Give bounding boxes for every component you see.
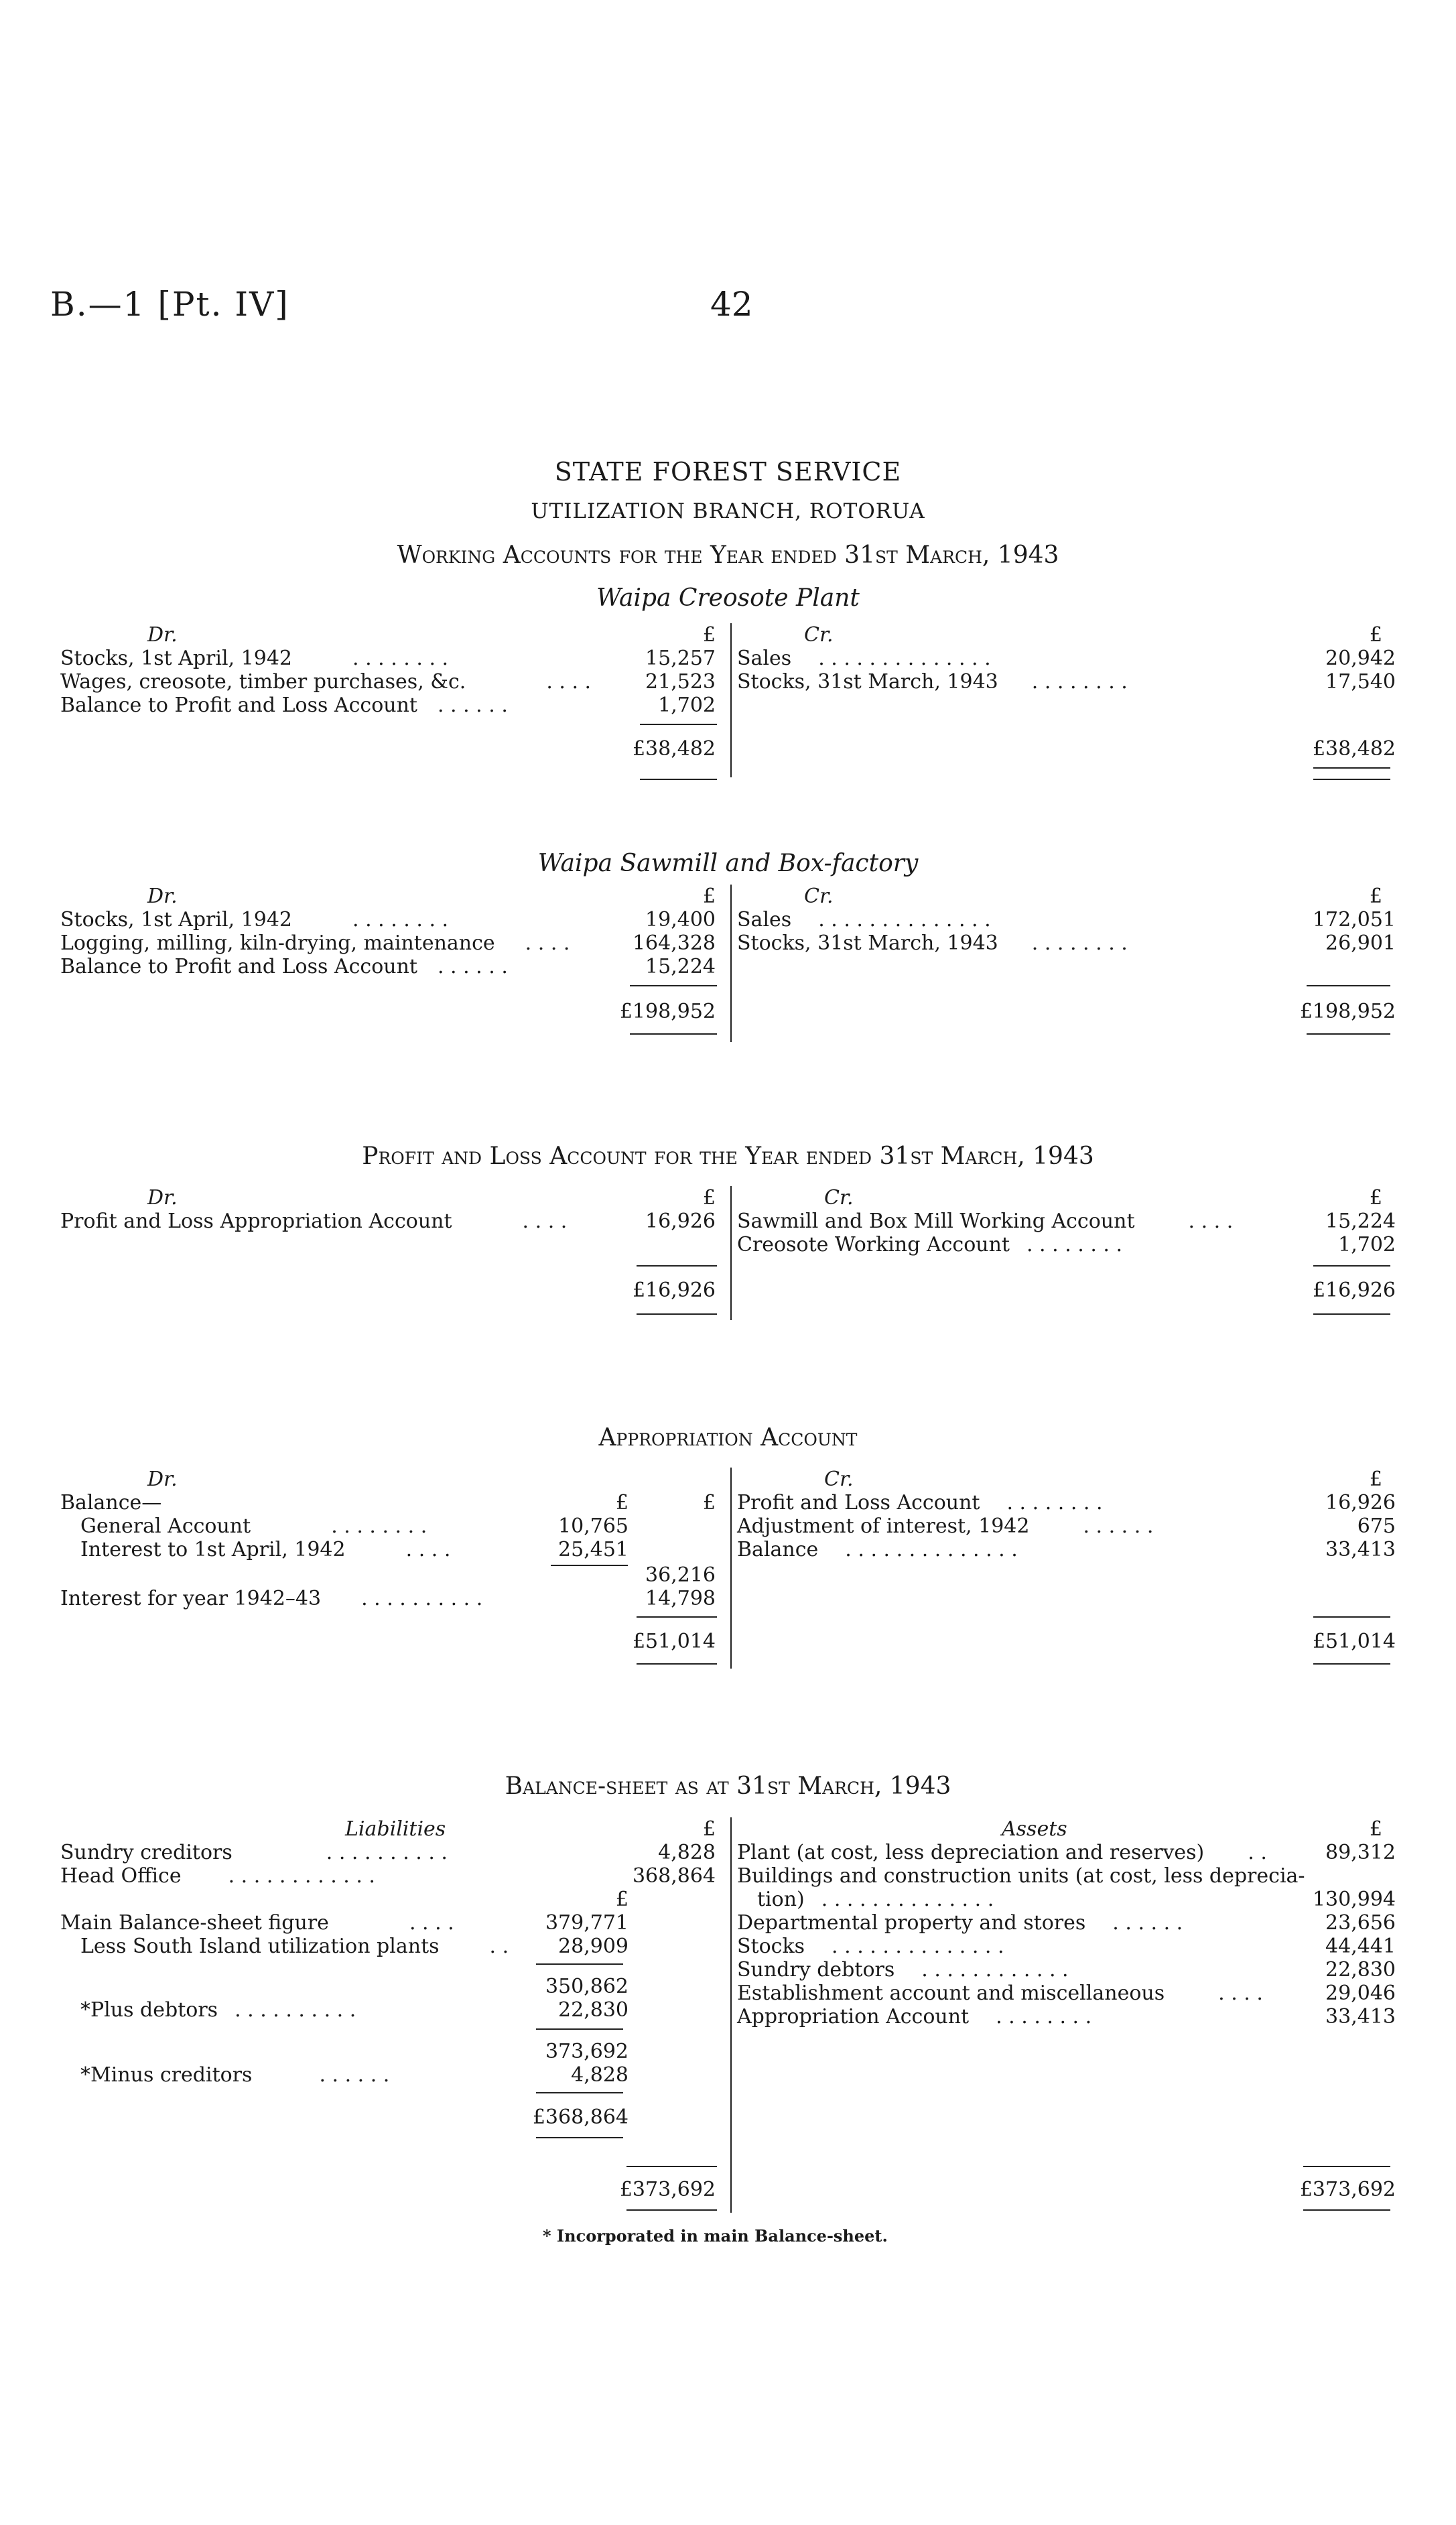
subtotal-value: 350,862 — [545, 1975, 628, 1998]
debit-value: 10,765 — [558, 1514, 628, 1538]
debit-value: 19,400 — [645, 908, 716, 931]
subtotal-rule — [1313, 1265, 1390, 1267]
liability-value: 379,771 — [545, 1911, 628, 1935]
subtotal-rule — [1303, 2166, 1390, 2167]
debit-value: 21,523 — [645, 670, 716, 694]
branch-title: UTILIZATION BRANCH, ROTORUA — [531, 499, 925, 523]
liability-row: Head Office . . . . . . . . . . . . — [60, 1864, 375, 1888]
dr-label: Dr. — [147, 623, 178, 647]
credit-value: 15,224 — [1325, 1210, 1396, 1233]
pound-sign: £ — [702, 1186, 716, 1210]
pound-sign: £ — [615, 1491, 628, 1514]
total-rule — [637, 1313, 717, 1315]
credit-value: 33,413 — [1325, 1538, 1396, 1561]
total-rule — [1313, 767, 1390, 769]
assets-heading: Assets — [1002, 1817, 1067, 1841]
subtotal-rule — [640, 724, 717, 725]
credit-value: 172,051 — [1312, 908, 1396, 931]
total-credit: £198,952 — [1299, 1000, 1396, 1023]
liability-value: 22,830 — [558, 1998, 628, 2022]
credit-row: Stocks, 31st March, 1943 . . . . . . . . — [737, 670, 1128, 694]
debit-row: Profit and Loss Appropriation Account . . . . — [60, 1210, 568, 1233]
cr-label: Cr. — [804, 623, 834, 647]
footnote: * Incorporated in main Balance-sheet. — [543, 2226, 888, 2246]
total-debit: £16,926 — [632, 1279, 716, 1302]
credit-row: Sawmill and Box Mill Working Account . . . . — [737, 1210, 1234, 1233]
asset-row: Appropriation Account . . . . . . . . — [737, 2005, 1092, 2028]
organisation-title: STATE FOREST SERVICE — [554, 457, 902, 487]
pound-sign: £ — [615, 1888, 628, 1911]
debit-row: Wages, creosote, timber purchases, &c. . . . . — [60, 670, 592, 694]
credit-value: 16,926 — [1325, 1491, 1396, 1514]
asset-value: 23,656 — [1325, 1911, 1396, 1935]
working-accounts-title: Working Accounts for the Year ended 31st March, 1943 — [397, 541, 1059, 569]
total-rule — [1307, 1033, 1390, 1035]
asset-row: Plant (at cost, less depreciation and reserves) . . — [737, 1841, 1267, 1864]
asset-value: 22,830 — [1325, 1958, 1396, 1982]
total-rule — [1303, 2209, 1390, 2211]
credit-value: 17,540 — [1325, 670, 1396, 694]
dr-label: Dr. — [147, 885, 178, 908]
asset-row: tion) . . . . . . . . . . . . . . — [757, 1888, 994, 1911]
subtotal-rule — [536, 2092, 623, 2093]
total-liabilities: £373,692 — [619, 2178, 716, 2201]
total-rule — [1313, 779, 1390, 780]
cr-label: Cr. — [824, 1186, 854, 1210]
subtotal-value: £368,864 — [532, 2106, 628, 2129]
credit-row: Stocks, 31st March, 1943 . . . . . . . . — [737, 931, 1128, 955]
subtotal-rule — [637, 1616, 717, 1618]
asset-row: Stocks . . . . . . . . . . . . . . — [737, 1935, 1004, 1958]
debit-row: Stocks, 1st April, 1942 . . . . . . . . — [60, 647, 449, 670]
appropriation-title: Appropriation Account — [598, 1424, 858, 1451]
credit-row: Sales . . . . . . . . . . . . . . — [737, 647, 991, 670]
liability-value: 4,828 — [658, 1841, 716, 1864]
subtotal-rule — [626, 2166, 717, 2167]
asset-value: 29,046 — [1325, 1982, 1396, 2005]
pound-sign: £ — [702, 1817, 716, 1841]
cr-label: Cr. — [824, 1468, 854, 1491]
total-rule — [637, 1663, 717, 1665]
dr-label: Dr. — [147, 1186, 178, 1210]
profit-loss-title: Profit and Loss Account for the Year ended 31st March, 1943 — [362, 1143, 1094, 1170]
sawmill-title: Waipa Sawmill and Box-factory — [537, 850, 919, 877]
column-divider — [730, 885, 732, 1042]
pound-sign: £ — [1369, 1817, 1382, 1841]
asset-row: Sundry debtors . . . . . . . . . . . . — [737, 1958, 1069, 1982]
dr-label: Dr. — [147, 1468, 178, 1491]
total-rule — [1313, 1663, 1390, 1665]
pound-sign: £ — [702, 1491, 716, 1514]
debit-value: 25,451 — [558, 1538, 628, 1561]
debit-row: Balance to Profit and Loss Account . . . . . . — [60, 694, 508, 717]
liability-row: Less South Island utilization plants . . — [80, 1935, 509, 1958]
debit-value: 1,702 — [658, 694, 716, 717]
subtotal-rule — [1313, 1616, 1390, 1618]
liability-value: 4,828 — [571, 2063, 628, 2087]
total-rule — [1313, 1313, 1390, 1315]
balance-heading: Balance— — [60, 1491, 162, 1514]
subtotal-value: 36,216 — [645, 1563, 716, 1587]
column-divider — [730, 623, 732, 777]
total-rule — [626, 2209, 717, 2211]
debit-row: General Account . . . . . . . . — [80, 1514, 427, 1538]
column-divider — [730, 1817, 732, 2213]
credit-value: 20,942 — [1325, 647, 1396, 670]
debit-value: 14,798 — [645, 1587, 716, 1610]
subtotal-rule — [536, 1963, 623, 1965]
debit-row: Stocks, 1st April, 1942 . . . . . . . . — [60, 908, 449, 931]
pound-sign: £ — [1369, 1468, 1382, 1491]
credit-row: Creosote Working Account . . . . . . . . — [737, 1233, 1123, 1256]
liability-value: 28,909 — [558, 1935, 628, 1958]
debit-row: Interest to 1st April, 1942 . . . . — [80, 1538, 451, 1561]
page-number: 42 — [710, 285, 753, 324]
asset-row: Buildings and construction units (at cost, less deprecia- — [737, 1864, 1305, 1888]
subtotal-rule — [1307, 985, 1390, 986]
debit-row: Balance to Profit and Loss Account . . . . . . — [60, 955, 508, 978]
total-credit: £38,482 — [1312, 737, 1396, 761]
column-divider — [730, 1468, 732, 1669]
total-credit: £51,014 — [1312, 1630, 1396, 1653]
debit-value: 15,257 — [645, 647, 716, 670]
pound-sign: £ — [702, 885, 716, 908]
subtotal-rule — [630, 985, 717, 986]
asset-value: 130,994 — [1312, 1888, 1396, 1911]
pound-sign: £ — [702, 623, 716, 647]
asset-row: Establishment account and miscellaneous . . . . — [737, 1982, 1263, 2005]
credit-value: 26,901 — [1325, 931, 1396, 955]
liability-row: *Plus debtors . . . . . . . . . . — [80, 1998, 356, 2022]
subtotal-value: 373,692 — [545, 2040, 628, 2063]
total-rule — [640, 779, 717, 780]
liability-row: Sundry creditors . . . . . . . . . . — [60, 1841, 448, 1864]
credit-row: Sales . . . . . . . . . . . . . . — [737, 908, 991, 931]
total-debit: £51,014 — [632, 1630, 716, 1653]
asset-value: 33,413 — [1325, 2005, 1396, 2028]
debit-row: Logging, milling, kiln-drying, maintenance . . . . — [60, 931, 570, 955]
document-reference: B.—1 [Pt. IV] — [50, 285, 289, 324]
credit-row: Profit and Loss Account . . . . . . . . — [737, 1491, 1103, 1514]
liability-row: Main Balance-sheet figure . . . . — [60, 1911, 454, 1935]
asset-row: Departmental property and stores . . . . . . — [737, 1911, 1183, 1935]
liability-row: *Minus creditors . . . . . . — [80, 2063, 390, 2087]
debit-value: 15,224 — [645, 955, 716, 978]
debit-row: Interest for year 1942–43 . . . . . . . . . . — [60, 1587, 483, 1610]
total-rule — [630, 1033, 717, 1035]
liability-value: 368,864 — [632, 1864, 716, 1888]
total-debit: £198,952 — [619, 1000, 716, 1023]
subtotal-rule — [637, 1265, 717, 1267]
total-credit: £16,926 — [1312, 1279, 1396, 1302]
asset-value: 44,441 — [1325, 1935, 1396, 1958]
subtotal-rule — [536, 2028, 623, 2030]
pound-sign: £ — [1369, 885, 1382, 908]
debit-value: 16,926 — [645, 1210, 716, 1233]
total-debit: £38,482 — [632, 737, 716, 761]
credit-value: 1,702 — [1338, 1233, 1396, 1256]
credit-row: Balance . . . . . . . . . . . . . . — [737, 1538, 1018, 1561]
total-assets: £373,692 — [1299, 2178, 1396, 2201]
pound-sign: £ — [1369, 623, 1382, 647]
creosote-title: Waipa Creosote Plant — [596, 584, 860, 612]
column-divider — [730, 1186, 732, 1320]
total-rule — [536, 2137, 623, 2138]
asset-value: 89,312 — [1325, 1841, 1396, 1864]
subtotal-rule — [551, 1565, 628, 1566]
debit-value: 164,328 — [632, 931, 716, 955]
credit-value: 675 — [1357, 1514, 1396, 1538]
liabilities-heading: Liabilities — [345, 1817, 446, 1841]
cr-label: Cr. — [804, 885, 834, 908]
credit-row: Adjustment of interest, 1942 . . . . . . — [737, 1514, 1154, 1538]
balance-sheet-title: Balance-sheet as at 31st March, 1943 — [505, 1772, 951, 1800]
pound-sign: £ — [1369, 1186, 1382, 1210]
